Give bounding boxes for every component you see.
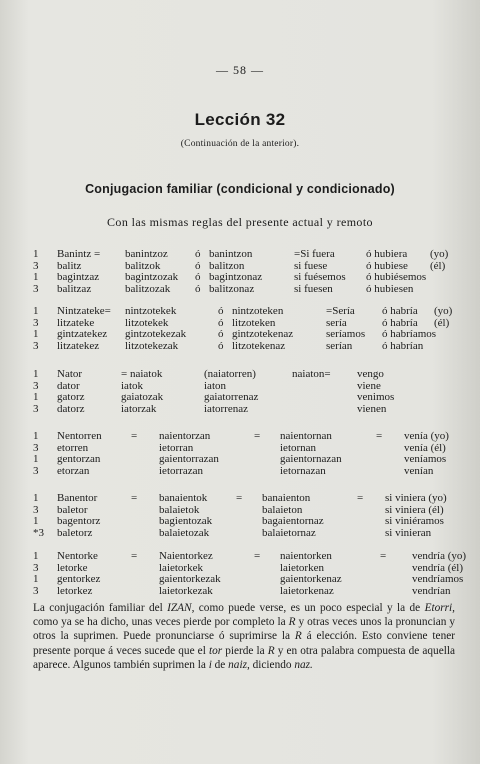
conjugation-cell: laietorken — [280, 561, 324, 574]
italic-term: IZAN, — [167, 602, 195, 614]
conjugation-cell: banintzon — [209, 248, 253, 260]
conjugation-group-5 — [0, 493, 480, 539]
conjugation-cell: venía (yo) — [404, 430, 449, 442]
conjugation-cell: 3 — [33, 316, 39, 329]
conjugation-row — [0, 284, 480, 296]
conjugation-cell: bagientozak — [159, 515, 213, 527]
conjugation-cell: = — [254, 430, 261, 442]
conjugation-cell: (él) — [430, 259, 446, 272]
conjugation-cell: = naiatok — [121, 368, 163, 380]
conjugation-cell: gaientorkenaz — [280, 573, 342, 585]
conjugation-cell: ó habrían — [382, 339, 424, 352]
conjugation-cell: = — [376, 430, 383, 442]
conjugation-row — [0, 306, 480, 318]
conjugation-cell: *3 — [33, 526, 44, 539]
conjugation-cell: Nentorren — [57, 430, 102, 442]
conjugation-cell: 3 — [33, 379, 39, 392]
conjugation-row — [0, 528, 480, 540]
conjugation-cell: si fuese — [294, 259, 328, 272]
conjugation-cell: 1 — [33, 550, 39, 562]
conjugation-cell: 1 — [33, 248, 39, 260]
conjugation-cell: ietornan — [280, 441, 317, 454]
conjugation-cell: litzotekenaz — [232, 339, 286, 352]
conjugation-cell: si vinieran — [385, 526, 432, 539]
conjugation-cell: (yo) — [434, 305, 453, 317]
paragraph-text: como puede verse, es un poco especial y la de — [194, 602, 425, 614]
conjugation-cell: seríamos — [326, 328, 366, 340]
conjugation-cell: naientorzan — [159, 430, 211, 442]
conjugation-cell: litzotekek — [125, 316, 169, 329]
conjugation-cell: vendríamos — [412, 573, 464, 585]
conjugation-cell: 1 — [33, 368, 39, 380]
conjugation-cell: 3 — [33, 339, 39, 352]
conjugation-cell: balitzon — [209, 259, 245, 272]
conjugation-cell: gintzotekenaz — [232, 328, 294, 340]
conjugation-cell: litzoteken — [232, 316, 276, 329]
section-heading: Conjugacion familiar (condicional y condicionado) — [85, 182, 395, 196]
conjugation-cell: vienen — [357, 402, 387, 415]
conjugation-cell: 1 — [33, 305, 39, 317]
conjugation-cell: 3 — [33, 402, 39, 415]
conjugation-cell: 1 — [33, 328, 39, 340]
italic-term: i — [208, 658, 212, 671]
conjugation-cell: 1 — [33, 492, 39, 504]
conjugation-group-3 — [0, 369, 480, 415]
conjugation-cell: iatok — [121, 379, 143, 392]
conjugation-cell: 3 — [33, 259, 39, 272]
conjugation-cell: naientorken — [280, 550, 332, 562]
conjugation-cell: viene — [357, 379, 381, 392]
conjugation-cell: venía (él) — [404, 441, 446, 454]
paragraph-text: y otras veces unos la pronuncian y otros la suprimen. Puede pronunciarse ó suprimirse la — [33, 616, 456, 643]
conjugation-cell: venimos — [357, 391, 395, 403]
conjugation-cell: Nentorke — [57, 550, 98, 562]
paragraph-text: y en otra palabra compuesta de aquella aparece. Algunos también suprimen la — [33, 644, 456, 671]
conjugation-group-2 — [0, 306, 480, 352]
conjugation-cell: balitzaz — [57, 282, 92, 295]
conjugation-cell: banaientok — [159, 492, 208, 504]
conjugation-cell: bagintzozak — [125, 271, 179, 283]
conjugation-cell: vendría (él) — [412, 561, 463, 574]
intro-line: Con las mismas reglas del presente actual y remoto — [107, 215, 373, 229]
italic-term: naz. — [294, 658, 313, 671]
conjugation-cell: litzatekez — [57, 339, 100, 352]
conjugation-cell: ó hubiésemos — [366, 271, 427, 283]
conjugation-cell: 1 — [33, 271, 39, 283]
conjugation-cell: vendría (yo) — [412, 550, 467, 562]
conjugation-cell: ó hubiese — [366, 259, 408, 272]
conjugation-cell: letorkez — [57, 584, 93, 597]
conjugation-cell: balaietornaz — [262, 526, 316, 539]
conjugation-cell: gaiatorrenaz — [204, 391, 259, 403]
italic-term: tor — [208, 644, 223, 657]
conjugation-cell: iaton — [204, 379, 226, 392]
conjugation-cell: gatorz — [57, 391, 85, 403]
conjugation-cell: litzotekezak — [125, 339, 179, 352]
conjugation-cell: = — [131, 430, 138, 442]
conjugation-row — [0, 404, 480, 416]
conjugation-cell: Nator — [57, 368, 83, 380]
conjugation-cell: laietorkek — [159, 561, 203, 574]
conjugation-cell: (naiatorren) — [204, 368, 256, 380]
conjugation-cell: baletor — [57, 503, 88, 516]
conjugation-cell: balaieton — [262, 503, 303, 516]
conjugation-cell: ó — [195, 282, 201, 295]
paragraph-text: pierde la — [222, 644, 268, 657]
conjugation-row — [0, 272, 480, 284]
conjugation-cell: etorren — [57, 441, 89, 454]
italic-term: Etorri, — [424, 602, 456, 614]
lesson-title: Lección 32 — [194, 110, 286, 129]
conjugation-cell: laietorkezak — [159, 584, 213, 597]
conjugation-cell: ó — [195, 248, 201, 260]
conjugation-row — [0, 369, 480, 381]
conjugation-cell: 1 — [33, 515, 39, 527]
conjugation-cell: = — [131, 550, 138, 562]
conjugation-cell: balitz — [57, 259, 82, 272]
conjugation-cell: 1 — [33, 391, 39, 403]
conjugation-cell: vengo — [357, 368, 384, 380]
conjugation-cell: ó — [218, 305, 224, 317]
conjugation-cell: litzateke — [57, 316, 95, 329]
conjugation-row — [0, 431, 480, 443]
conjugation-cell: 3 — [33, 441, 39, 454]
conjugation-row — [0, 249, 480, 261]
conjugation-cell: 3 — [33, 282, 39, 295]
conjugation-cell: datorz — [57, 402, 85, 415]
conjugation-cell: 3 — [33, 561, 39, 574]
paragraph-text: como ya se ha dicho, unas veces pierde por completo la — [33, 616, 289, 629]
conjugation-cell: = — [131, 492, 138, 504]
conjugation-cell: si viniera (yo) — [385, 492, 447, 504]
conjugation-cell: veníamos — [404, 453, 447, 465]
conjugation-cell: si viniera (él) — [385, 503, 444, 516]
conjugation-cell: si viniéramos — [385, 515, 444, 527]
conjugation-cell: sería — [326, 316, 347, 329]
conjugation-cell: si fuesen — [294, 282, 333, 295]
paragraph-text: La conjugación familiar del — [33, 602, 168, 614]
conjugation-cell: bagaientornaz — [262, 515, 324, 527]
conjugation-cell: ó — [195, 271, 201, 283]
conjugation-cell: gaientornazan — [280, 453, 342, 465]
conjugation-cell: baletorz — [57, 526, 93, 539]
conjugation-cell: banintzoz — [125, 248, 168, 260]
explanatory-paragraph — [33, 601, 455, 672]
conjugation-cell: bagintzaz — [57, 271, 100, 283]
conjugation-cell: Nintzateke= — [57, 305, 111, 317]
conjugation-cell: ó — [195, 259, 201, 272]
conjugation-cell: balaietok — [159, 503, 200, 516]
conjugation-cell: ó — [218, 316, 224, 329]
conjugation-cell: ó hubiesen — [366, 282, 414, 295]
conjugation-cell: etorzan — [57, 464, 90, 477]
italic-term: R — [267, 644, 275, 657]
paragraph-text: de — [211, 658, 229, 671]
conjugation-cell: vendrían — [412, 584, 451, 597]
conjugation-cell: dator — [57, 379, 80, 392]
conjugation-cell: ó habría — [382, 305, 418, 317]
conjugation-cell: balitzozak — [125, 282, 171, 295]
conjugation-cell: Naientorkez — [159, 550, 213, 562]
conjugation-row — [0, 466, 480, 478]
conjugation-row — [0, 586, 480, 598]
conjugation-cell: iatorrenaz — [204, 402, 248, 415]
conjugation-cell: balitzok — [125, 259, 161, 272]
conjugation-cell: balaietozak — [159, 526, 210, 539]
italic-term: R — [294, 630, 302, 643]
conjugation-cell: =Si fuera — [294, 248, 335, 260]
conjugation-cell: gaiatozak — [121, 391, 164, 403]
conjugation-cell: naiaton= — [292, 368, 331, 380]
conjugation-cell: = — [357, 492, 364, 504]
conjugation-cell: nintzoteken — [232, 305, 284, 317]
paragraph-text: diciendo — [249, 658, 295, 671]
conjugation-cell: 3 — [33, 584, 39, 597]
conjugation-row — [0, 329, 480, 341]
italic-term: R — [288, 616, 296, 629]
conjugation-cell: 3 — [33, 503, 39, 516]
italic-term: naiz, — [228, 658, 250, 671]
conjugation-cell: = — [236, 492, 243, 504]
conjugation-cell: =Sería — [326, 305, 355, 317]
conjugation-group-6 — [0, 551, 480, 597]
conjugation-cell: 1 — [33, 453, 39, 465]
conjugation-group-1 — [0, 249, 480, 295]
conjugation-cell: gaientorkezak — [159, 573, 221, 585]
conjugation-cell: bagintzonaz — [209, 271, 263, 283]
conjugation-cell: gentorkez — [57, 573, 101, 585]
conjugation-cell: serían — [326, 339, 353, 352]
conjugation-cell: gaientorrazan — [159, 453, 219, 465]
conjugation-cell: ietorran — [159, 441, 194, 454]
conjugation-row — [0, 392, 480, 404]
conjugation-cell: gentorzan — [57, 453, 101, 465]
conjugation-cell: ietornazan — [280, 464, 326, 477]
conjugation-cell: nintzotekek — [125, 305, 177, 317]
conjugation-cell: iatorzak — [121, 402, 157, 415]
conjugation-cell: balitzonaz — [209, 282, 255, 295]
conjugation-cell: si fuésemos — [294, 271, 346, 283]
conjugation-row — [0, 516, 480, 528]
conjugation-row — [0, 551, 480, 563]
conjugation-cell: (él) — [434, 316, 450, 329]
conjugation-row — [0, 454, 480, 466]
conjugation-cell: Banintz = — [57, 248, 101, 260]
conjugation-cell: bagentorz — [57, 515, 101, 527]
conjugation-row — [0, 574, 480, 586]
conjugation-cell: letorke — [57, 561, 88, 574]
conjugation-cell: naientornan — [280, 430, 332, 442]
conjugation-cell: gintzotekezak — [125, 328, 187, 340]
conjugation-cell: 3 — [33, 464, 39, 477]
conjugation-group-4 — [0, 431, 480, 477]
conjugation-cell: ó hubiera — [366, 248, 408, 260]
conjugation-cell: 1 — [33, 430, 39, 442]
conjugation-cell: laietorkenaz — [280, 584, 334, 597]
conjugation-cell: ó habríamos — [382, 328, 437, 340]
lesson-subtitle: (Continuación de la anterior). — [180, 139, 300, 149]
conjugation-row — [0, 341, 480, 353]
conjugation-cell: = — [254, 550, 261, 562]
conjugation-cell: 1 — [33, 573, 39, 585]
conjugation-row — [0, 493, 480, 505]
conjugation-cell: banaienton — [262, 492, 311, 504]
conjugation-cell: gintzatekez — [57, 328, 108, 340]
paragraph-text: á elección. Esto conviene tener presente porque á veces sucede que el — [33, 630, 455, 657]
conjugation-cell: Banentor — [57, 492, 98, 504]
conjugation-cell: ó habría — [382, 316, 418, 329]
conjugation-cell: venían — [404, 464, 434, 477]
conjugation-cell: (yo) — [430, 248, 449, 260]
conjugation-cell: ó — [218, 328, 224, 340]
conjugation-cell: ó — [218, 339, 224, 352]
conjugation-cell: ietorrazan — [159, 464, 203, 477]
conjugation-cell: = — [380, 550, 387, 562]
page-number: — 58 — — [216, 63, 264, 77]
